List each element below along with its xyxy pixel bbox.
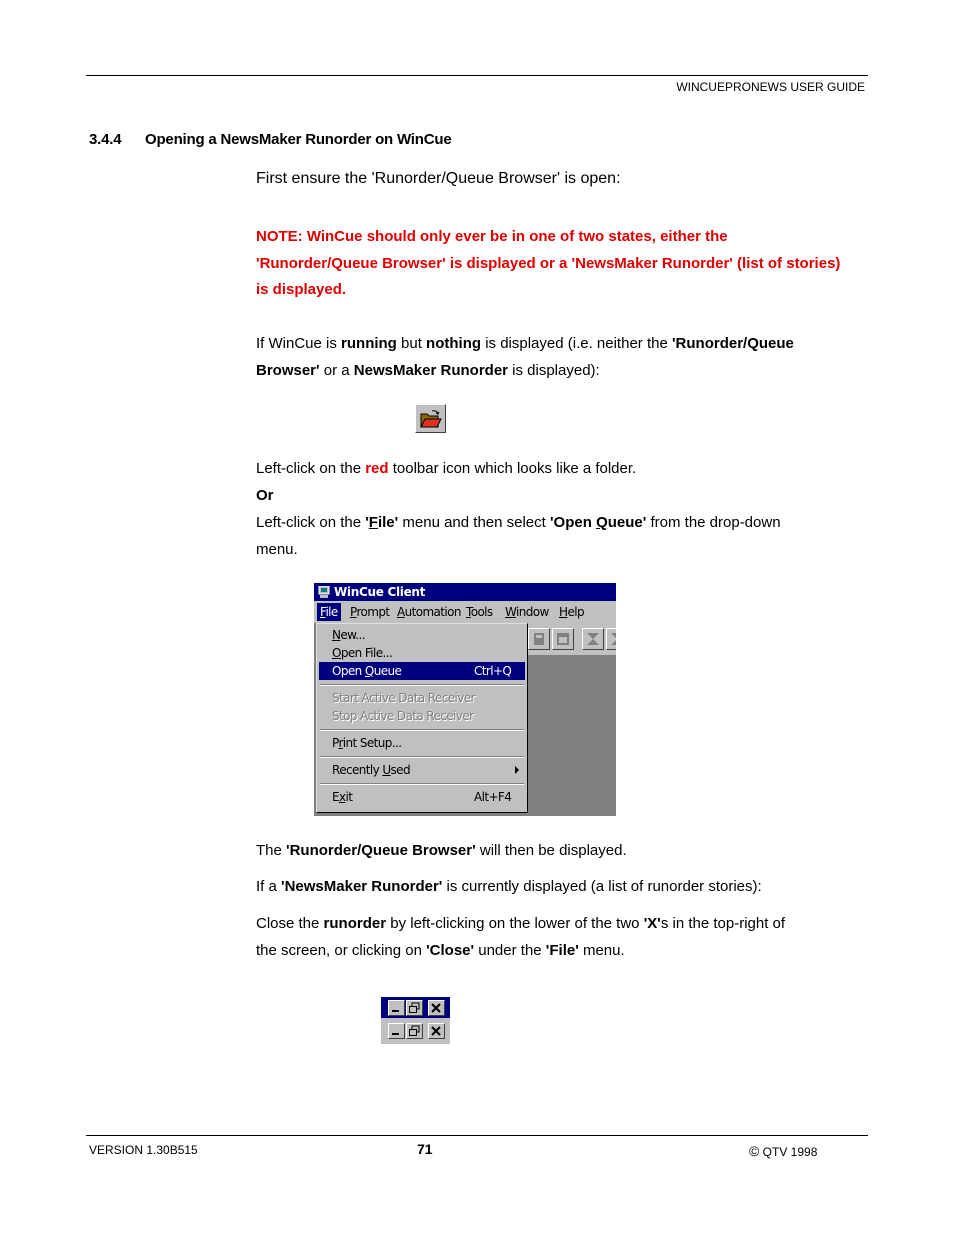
- section-heading: [89, 131, 451, 148]
- menu-item-exit[interactable]: Exit Alt+F4: [332, 790, 512, 804]
- wincue-client-window: [314, 583, 616, 816]
- menu-help[interactable]: Help: [559, 605, 584, 619]
- clipboard-icon: [553, 629, 573, 649]
- menu-separator: [320, 684, 524, 686]
- menu-separator: [320, 729, 524, 731]
- window-titlebar: [314, 583, 616, 601]
- note-line: 'Runorder/Queue Browser' is displayed or a 'NewsMaker Runorder' (list of stories): [256, 254, 841, 272]
- menu-separator: [320, 783, 524, 785]
- restore-button[interactable]: [406, 1000, 423, 1016]
- section-title: Opening a NewsMaker Runorder on WinCue: [145, 131, 452, 148]
- menu-separator: [320, 756, 524, 758]
- shortcut-label: Ctrl+Q: [474, 664, 512, 678]
- note-line: is displayed.: [256, 281, 347, 298]
- menu-item-stop-receiver: Stop Active Data Receiver: [332, 709, 474, 723]
- document-close-button[interactable]: [428, 1023, 445, 1039]
- menu-item-open-queue[interactable]: Open Queue Ctrl+Q: [319, 662, 525, 680]
- window-controls-image: [381, 997, 450, 1044]
- open-folder-icon: [420, 409, 442, 429]
- hourglass-icon: [583, 629, 603, 649]
- window-title: WinCue Client: [334, 585, 426, 599]
- menu-file[interactable]: File: [317, 603, 341, 621]
- document-icon: [529, 629, 549, 649]
- computer-icon: [318, 586, 330, 598]
- close-button[interactable]: [428, 1000, 445, 1016]
- document-minimize-button[interactable]: [388, 1023, 405, 1039]
- file-menu-paragraph: Left-click on the 'File' menu and then select 'Open Queue' from the drop-down menu.: [256, 514, 781, 558]
- footer-copyright: [749, 1143, 817, 1159]
- menu-prompt[interactable]: Prompt: [350, 605, 390, 619]
- minimize-button[interactable]: [388, 1000, 405, 1016]
- toolbar-button[interactable]: [582, 628, 604, 650]
- minimize-icon: [389, 1001, 404, 1015]
- app-window-controls: [381, 997, 450, 1018]
- note-block: [256, 224, 840, 304]
- menu-automation[interactable]: Automation: [397, 605, 461, 619]
- file-dropdown-menu: [316, 623, 528, 813]
- menu-item-open-file[interactable]: Open File...: [332, 646, 393, 660]
- toolbar-button[interactable]: [552, 628, 574, 650]
- section-number: 3.4.4: [89, 131, 122, 148]
- leftclick-paragraph: Left-click on the red toolbar icon which looks like a folder.: [256, 460, 637, 477]
- menu-item-new[interactable]: New...: [332, 628, 365, 642]
- or-label: Or: [256, 487, 274, 504]
- menu-window[interactable]: Window: [505, 605, 549, 619]
- footer-rule: [86, 1135, 868, 1136]
- close-icon: [429, 1024, 444, 1038]
- footer-version: VERSION 1.30B515: [89, 1143, 198, 1157]
- hourglass-icon: [607, 629, 616, 649]
- toolbar-button[interactable]: [528, 628, 550, 650]
- minimize-icon: [389, 1024, 404, 1038]
- note-line: NOTE: WinCue should only ever be in one of two states, either the: [256, 228, 728, 245]
- close-icon: [429, 1001, 444, 1015]
- if-runorder-paragraph: If a 'NewsMaker Runorder' is currently displayed (a list of runorder stories):: [256, 878, 762, 895]
- running-paragraph: If WinCue is running but nothing is displayed (i.e. neither the 'Runorder/Queue Browser' or a NewsMaker Runorder is displayed):: [256, 335, 794, 379]
- shortcut-label: Alt+F4: [474, 790, 512, 804]
- menu-item-recently-used[interactable]: Recently Used: [319, 761, 525, 779]
- header-title: WINCUEPRONEWS USER GUIDE: [676, 80, 865, 94]
- toolbar: [524, 623, 616, 655]
- menu-tools[interactable]: Tools: [466, 605, 493, 619]
- toolbar-button[interactable]: [606, 628, 616, 650]
- menu-bar: [314, 601, 616, 623]
- restore-icon: [407, 1001, 422, 1015]
- browser-paragraph: The 'Runorder/Queue Browser' will then be displayed.: [256, 842, 627, 859]
- menu-item-print-setup[interactable]: Print Setup...: [332, 736, 402, 750]
- document-restore-button[interactable]: [406, 1023, 423, 1039]
- restore-icon: [407, 1024, 422, 1038]
- header-rule: [86, 75, 868, 76]
- menu-item-start-receiver: Start Active Data Receiver: [332, 691, 475, 705]
- page-number: 71: [417, 1141, 433, 1157]
- open-folder-toolbar-button[interactable]: [415, 404, 446, 433]
- copyright-text: QTV 1998: [762, 1145, 818, 1159]
- copyright-symbol: ©: [749, 1143, 760, 1159]
- submenu-arrow-icon: [515, 766, 519, 774]
- intro-text: First ensure the 'Runorder/Queue Browser' is open:: [256, 170, 621, 187]
- close-paragraph: Close the runorder by left-clicking on the lower of the two 'X's in the top-right of the screen, or clicking on 'Close' under the 'File' menu.: [256, 915, 786, 959]
